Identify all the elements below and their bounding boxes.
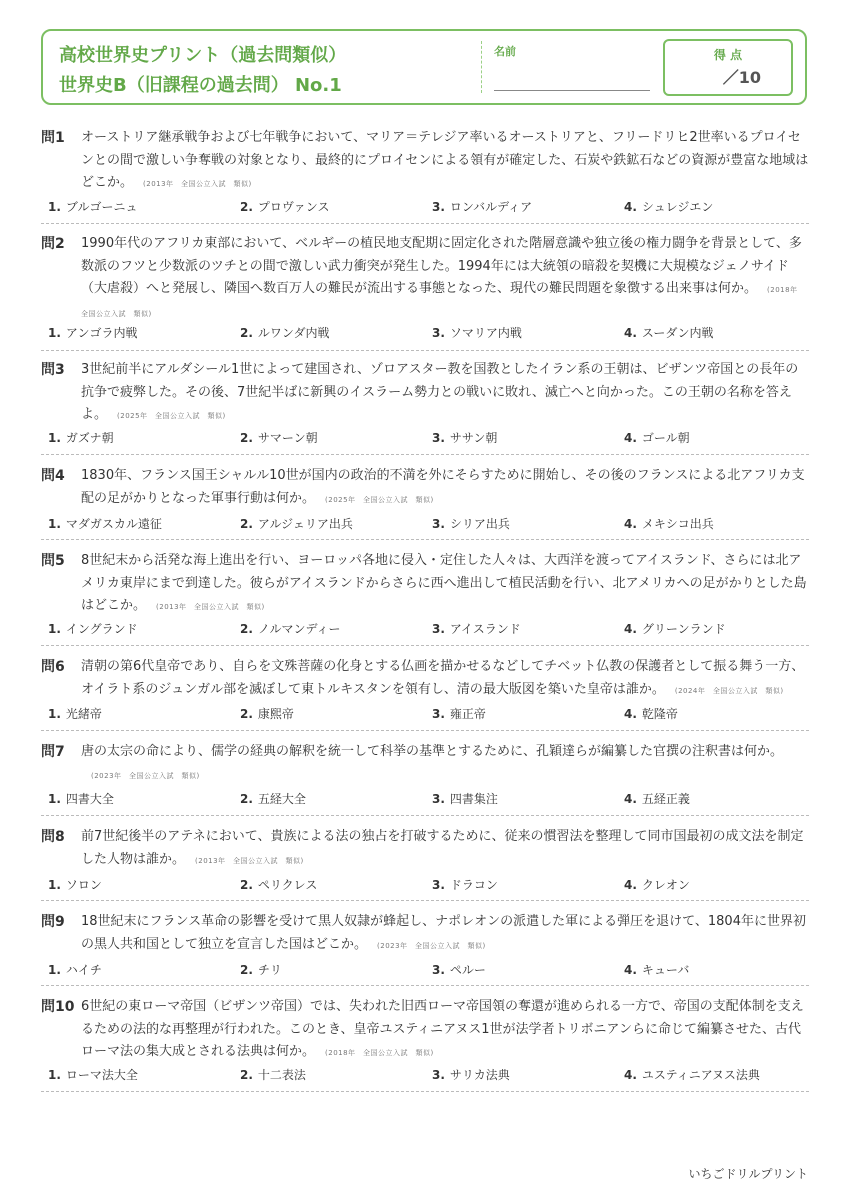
question-source: (2025年 全国公立入試 類似) [117, 412, 226, 420]
question-source: (2023年 全国公立入試 類似) [377, 941, 486, 950]
question-number: 問4 [41, 468, 65, 484]
choice-3[interactable]: 3. シリア出兵 [432, 517, 510, 531]
choice-1[interactable]: 1. ソロン [48, 878, 102, 892]
choice-1[interactable]: 1. アンゴラ内戦 [48, 326, 138, 340]
choice-2[interactable]: 2. 五経大全 [240, 792, 306, 806]
question-separator [41, 815, 809, 816]
question-separator [41, 730, 809, 731]
choice-3[interactable]: 3. 四書集注 [432, 792, 498, 806]
question-separator [41, 645, 809, 646]
question-source: (2018年 全国公立入試 類似) [325, 1049, 434, 1057]
worksheet-title: 高校世界史プリント（過去問類似） [59, 45, 347, 66]
choice-4[interactable]: 4. キューバ [624, 963, 690, 977]
choice-3[interactable]: 3. ドラコン [432, 878, 498, 892]
question-number: 問1 [41, 130, 65, 146]
choice-3[interactable]: 3. サリカ法典 [432, 1068, 510, 1082]
choice-2[interactable]: 2. ルワンダ内戦 [240, 326, 330, 340]
choice-1[interactable]: 1. ハイチ [48, 963, 102, 977]
choice-2[interactable]: 2. 康熙帝 [240, 707, 294, 721]
choice-2[interactable]: 2. プロヴァンス [240, 200, 330, 214]
question-text: 前7世紀後半のアテネにおいて、貴族による法の独占を打破するために、従来の慣習法を整理して同市国最初の成文法を制定した人物は誰か。 (2013年 全国公立入試 類似) [81, 829, 804, 867]
question-source: (2013年 全国公立入試 類似) [143, 180, 252, 188]
question-separator [41, 539, 809, 540]
question-source: (2024年 全国公立入試 類似) [674, 686, 784, 695]
question-text: 18世紀末にフランス革命の影響を受けて黒人奴隷が蜂起し、ナポレオンの派遣した軍による弾圧を退けて、1804年に世界初の黒人共和国として独立を宣言した国はどこか。 (2023年 全国公立入試 類似) [81, 914, 806, 952]
choice-3[interactable]: 3. 雍正帝 [432, 707, 486, 721]
question-source: (2013年 全国公立入試 類似) [195, 856, 304, 865]
choice-2[interactable]: 2. チリ [240, 963, 282, 977]
choice-4[interactable]: 4. シュレジエン [624, 200, 714, 214]
choice-1[interactable]: 1. マダガスカル遠征 [48, 517, 162, 531]
question-number: 問5 [41, 553, 65, 569]
score-label: 得 点 [713, 48, 743, 62]
question-text: 唐の太宗の命により、儒学の経典の解釈を統一して科挙の基準とするために、孔穎達らが編纂した官撰の注釈書は何か。(2023年 全国公立入試 類似) [81, 744, 784, 780]
choice-3[interactable]: 3. ロンバルディア [432, 200, 533, 214]
question-text: 6世紀の東ローマ帝国（ビザンツ帝国）では、失われた旧西ローマ帝国領の奪還が進められる一方で、帝国の支配体制を支えるための法的な再整理が行われた。このとき、皇帝ユスティニアヌス1世が法学者トリボニアンらに命じて編纂させた、古代ローマ法の集大成とされる法典は何か。 (2018年 全国公立入試 類似) [81, 999, 804, 1059]
question-number: 問2 [41, 236, 65, 252]
question-separator [41, 1091, 809, 1092]
choice-2[interactable]: 2. サマーン朝 [240, 431, 318, 445]
question-text: 1990年代のアフリカ東部において、ベルギーの植民地支配期に固定化された階層意識や独立後の権力闘争を背景として、多数派のフツと少数派のツチとの間で激しい武力衝突が発生した。1994年には大統領の暗殺を契機に大規模なジェノサイド（大虐殺）へと発展し、隣国へ数百万人の難民が流出する事態となった、現代の難民問題を象徴する出来事は何か。 (2018年 全国公立入試 類似) [81, 236, 806, 318]
choice-1[interactable]: 1. ガズナ朝 [48, 431, 114, 445]
question-text: 8世紀末から活発な海上進出を行い、ヨーロッパ各地に侵入・定住した人々は、大西洋を渡ってアイスランド、さらには北アメリカ東岸にまで到達した。彼らがアイスランドからさらに西へ進出して植民活動を行い、北アメリカへの足がかりとした島はどこか。 (2013年 全国公立入試 類似) [81, 553, 807, 613]
choice-4[interactable]: 4. 五経正義 [624, 792, 690, 806]
question-text: 1830年、フランス国王シャルル10世が国内の政治的不満を外にそらすために開始し、その後のフランスによる北アフリカ支配の足がかりとなった軍事行動は何か。 (2025年 全国公立入試 類似) [81, 468, 805, 506]
choice-2[interactable]: 2. アルジェリア出兵 [240, 517, 353, 531]
question-separator [41, 223, 809, 224]
question-separator [41, 900, 809, 901]
footer-brand: いちごドリルプリント [688, 1167, 808, 1181]
choice-4[interactable]: 4. クレオン [624, 878, 690, 892]
choice-4[interactable]: 4. 乾隆帝 [624, 707, 678, 721]
question-number: 問9 [41, 914, 65, 930]
question-source: (2013年 全国公立入試 類似) [156, 603, 265, 611]
choice-1[interactable]: 1. 光緒帝 [48, 707, 102, 721]
choice-3[interactable]: 3. ササン朝 [432, 431, 498, 445]
question-separator [41, 985, 809, 986]
question-text: 3世紀前半にアルダシール1世によって建国され、ゾロアスター教を国教としたイラン系の王朝は、ビザンツ帝国との長年の抗争で疲弊した。その後、7世紀半ばに新興のイスラーム勢力との戦いに敗れ、滅亡へと向かった。この王朝の名称を答えよ。 (2025年 全国公立入試 類似) [81, 362, 799, 422]
question-separator [41, 454, 809, 455]
choice-1[interactable]: 1. ブルゴーニュ [48, 200, 138, 214]
worksheet-header [41, 29, 807, 105]
choice-1[interactable]: 1. ローマ法大全 [48, 1068, 138, 1082]
choice-2[interactable]: 2. 十二表法 [240, 1068, 306, 1082]
question-source: (2023年 全国公立入試 類似) [91, 771, 200, 780]
question-number: 問6 [41, 659, 65, 675]
score-value: ／10 [722, 68, 761, 87]
header-divider [481, 41, 482, 93]
question-separator [41, 350, 809, 351]
choice-3[interactable]: 3. ペルー [432, 963, 486, 977]
question-number: 問3 [41, 362, 65, 378]
question-source: (2025年 全国公立入試 類似) [325, 495, 434, 504]
choice-4[interactable]: 4. グリーンランド [624, 622, 726, 636]
question-number: 問7 [41, 744, 65, 760]
worksheet-subtitle: 世界史B（旧課程の過去問） No.1 [59, 75, 342, 96]
choice-3[interactable]: 3. ソマリア内戦 [432, 326, 522, 340]
question-number: 問8 [41, 829, 65, 845]
choice-4[interactable]: 4. スーダン内戦 [624, 326, 714, 340]
choice-3[interactable]: 3. アイスランド [432, 622, 521, 636]
choice-4[interactable]: 4. メキシコ出兵 [624, 517, 714, 531]
score-box [663, 39, 793, 96]
choice-4[interactable]: 4. ユスティニアヌス法典 [624, 1068, 760, 1082]
choice-1[interactable]: 1. イングランド [48, 622, 138, 636]
choice-1[interactable]: 1. 四書大全 [48, 792, 114, 806]
choice-2[interactable]: 2. ペリクレス [240, 878, 318, 892]
name-field-line[interactable] [494, 90, 650, 91]
question-text: オーストリア継承戦争および七年戦争において、マリア＝テレジア率いるオーストリアと、フリードリヒ2世率いるプロイセンとの間で激しい争奪戦の対象となり、最終的にプロイセンによる領有が確定した、石炭や鉄鉱石などの資源が豊富な地域はどこか。 (2013年 全国公立入試 類似) [81, 130, 809, 190]
question-source: (2018年 全国公立入試 類似) [81, 286, 806, 318]
choice-4[interactable]: 4. ゴール朝 [624, 431, 690, 445]
question-text: 清朝の第6代皇帝であり、自らを文殊菩薩の化身とする仏画を描かせるなどしてチベット仏教の保護者として振る舞う一方、オイラト系のジュンガル部を滅ぼして東トルキスタンを領有し、清の最大版図を築いた皇帝は誰か。 (2024年 全国公立入試 類似) [81, 659, 805, 697]
name-label: 名前 [494, 45, 516, 58]
choice-2[interactable]: 2. ノルマンディー [240, 622, 341, 636]
question-number: 問10 [41, 999, 75, 1015]
